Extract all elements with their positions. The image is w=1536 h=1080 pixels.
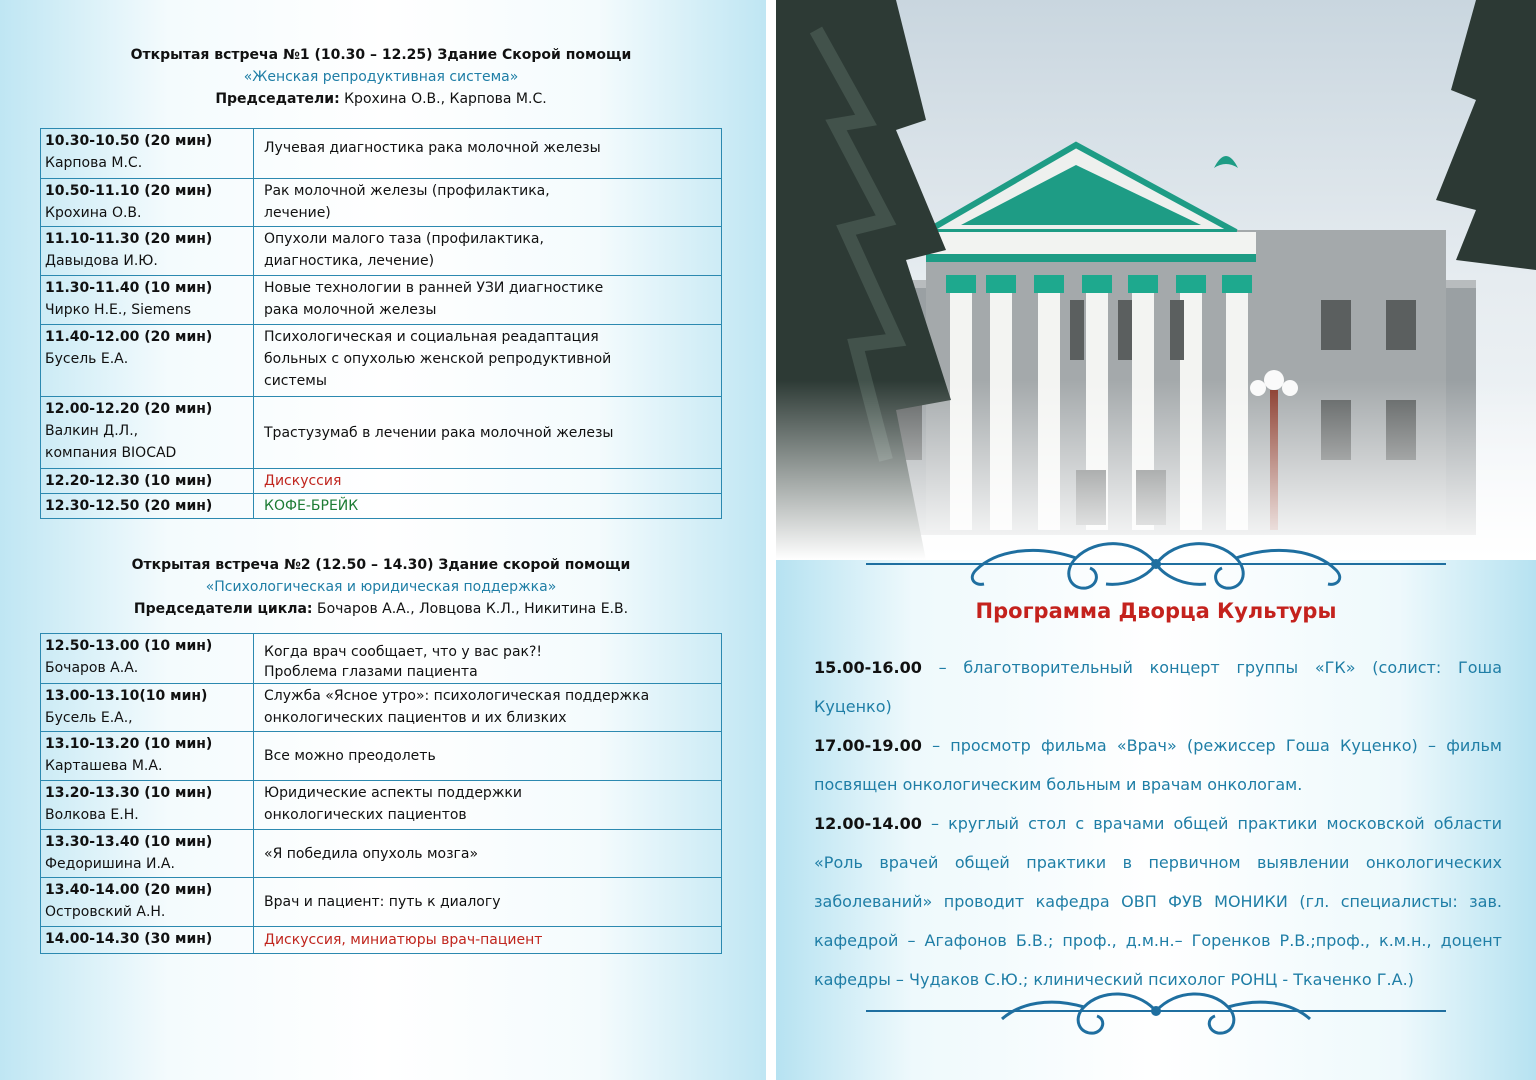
row-time: 10.50-11.10 (20 мин) — [45, 183, 213, 199]
program-item — [814, 648, 1502, 726]
program-item-text: – круглый стол с врачами общей практики московской области «Роль врачей общей практики в первичном выявлении онкологических заболеваний» проводит кафедра ОВП ФУВ МОНИКИ (гл. специалисты: зав. кафедрой – Агафонов Б.В.; проф., д.м.н.– Горенков Р.В.;проф., к.м.н., доцент кафедры – Чудаков С.Ю.; клинический психолог РОНЦ - Ткаченко Г.А.) — [814, 814, 1502, 989]
session1-chairs — [40, 88, 722, 110]
session2-table — [40, 633, 722, 954]
table-row — [41, 129, 722, 179]
row-speaker: Бусель Е.А. — [45, 351, 129, 367]
session2-chairs-names: Бочаров А.А., Ловцова К.Л., Никитина Е.В. — [312, 601, 629, 617]
row-speaker: Карпова М.С. — [45, 155, 143, 171]
row-speaker: Валкин Д.Л., компания BIOCAD — [45, 423, 177, 461]
table-row — [41, 276, 722, 325]
row-time: 10.30-10.50 (20 мин) — [45, 133, 213, 149]
row-time: 13.20-13.30 (10 мин) — [45, 785, 213, 801]
left-page — [0, 0, 766, 1080]
palace-program-text — [814, 648, 1502, 999]
table-row — [41, 684, 722, 732]
session1-header — [40, 44, 722, 110]
table-row — [41, 397, 722, 469]
table-row — [41, 179, 722, 227]
palace-building-illustration — [776, 0, 1536, 560]
row-time: 14.00-14.30 (30 мин) — [45, 931, 213, 947]
program-item-time: 12.00-14.00 — [814, 814, 922, 833]
program-item-text: – благотворительный концерт группы «ГК» (солист: Гоша Куценко) — [814, 658, 1502, 716]
row-time: 13.40-14.00 (20 мин) — [45, 882, 213, 898]
row-speaker: Островский А.Н. — [45, 904, 166, 920]
table-row — [41, 878, 722, 927]
right-page — [776, 0, 1536, 1080]
table-row — [41, 927, 722, 954]
table-row — [41, 781, 722, 830]
table-row — [41, 732, 722, 781]
program-item-time: 17.00-19.00 — [814, 736, 922, 755]
row-topic: Лучевая диагностика рака молочной железы — [254, 129, 722, 179]
row-time: 12.30-12.50 (20 мин) — [45, 498, 213, 514]
session2-header — [40, 554, 722, 620]
session2-chairs — [40, 598, 722, 620]
row-topic: «Я победила опухоль мозга» — [254, 830, 722, 878]
row-speaker: Крохина О.В. — [45, 205, 142, 221]
row-speaker: Бусель Е.А., — [45, 710, 133, 726]
row-speaker: Чирко Н.Е., Siemens — [45, 302, 192, 318]
session1-chairs-label: Председатели: — [215, 91, 340, 107]
table-row — [41, 469, 722, 494]
row-topic: Служба «Ясное утро»: психологическая поддержка онкологических пациентов и их близких — [254, 684, 722, 732]
session1-table — [40, 128, 722, 519]
row-speaker: Федоришина И.А. — [45, 856, 175, 872]
session2-theme: «Психологическая и юридическая поддержка» — [205, 579, 557, 595]
page-gutter — [766, 0, 776, 1080]
row-topic: Опухоли малого таза (профилактика, диагностика, лечение) — [254, 227, 722, 276]
session2-title: Открытая встреча №2 (12.50 – 14.30) Здание скорой помощи — [131, 557, 631, 573]
session1-theme: «Женская репродуктивная система» — [243, 69, 519, 85]
program-item-text: – просмотр фильма «Врач» (режиссер Гоша Куценко) – фильм посвящен онкологическим больным и врачам онкологам. — [814, 736, 1502, 794]
row-topic: Психологическая и социальная реадаптация больных с опухолью женской репродуктивной системы — [254, 325, 722, 397]
row-time: 12.20-12.30 (10 мин) — [45, 473, 213, 489]
row-topic: Трастузумаб в лечении рака молочной железы — [254, 397, 722, 469]
row-topic: Новые технологии в ранней УЗИ диагностике рака молочной железы — [254, 276, 722, 325]
row-topic: Когда врач сообщает, что у вас рак?! Проблема глазами пациента — [254, 634, 722, 684]
program-item-time: 15.00-16.00 — [814, 658, 922, 677]
table-row — [41, 227, 722, 276]
program-item — [814, 804, 1502, 999]
row-time: 13.30-13.40 (10 мин) — [45, 834, 213, 850]
palace-program-title: Программа Дворца Культуры — [975, 599, 1337, 623]
row-time: 12.00-12.20 (20 мин) — [45, 401, 213, 417]
palace-photo — [776, 0, 1536, 560]
row-topic: КОФЕ-БРЕЙК — [254, 494, 722, 519]
row-time: 13.00-13.10(10 мин) — [45, 688, 208, 704]
row-time: 11.30-11.40 (10 мин) — [45, 280, 213, 296]
program-item — [814, 726, 1502, 804]
session2-chairs-label: Председатели цикла: — [133, 601, 313, 617]
row-time: 13.10-13.20 (10 мин) — [45, 736, 213, 752]
session1-chairs-names: Крохина О.В., Карпова М.С. — [339, 91, 547, 107]
ornament-divider-bottom — [866, 985, 1446, 1041]
ornament-divider-top — [866, 532, 1446, 604]
row-speaker: Карташева М.А. — [45, 758, 163, 774]
row-topic: Врач и пациент: путь к диалогу — [254, 878, 722, 927]
row-topic: Все можно преодолеть — [254, 732, 722, 781]
session1-title: Открытая встреча №1 (10.30 – 12.25) Здание Скорой помощи — [130, 47, 632, 63]
row-speaker: Бочаров А.А. — [45, 660, 139, 676]
table-row — [41, 634, 722, 684]
row-time: 11.40-12.00 (20 мин) — [45, 329, 213, 345]
row-topic: Рак молочной железы (профилактика, лечение) — [254, 179, 722, 227]
table-row — [41, 830, 722, 878]
table-row — [41, 494, 722, 519]
row-time: 12.50-13.00 (10 мин) — [45, 638, 213, 654]
row-topic: Дискуссия — [254, 469, 722, 494]
row-speaker: Волкова Е.Н. — [45, 807, 139, 823]
row-speaker: Давыдова И.Ю. — [45, 253, 158, 269]
table-row — [41, 325, 722, 397]
row-time: 11.10-11.30 (20 мин) — [45, 231, 213, 247]
row-topic: Дискуссия, миниатюры врач-пациент — [254, 927, 722, 954]
row-topic: Юридические аспекты поддержки онкологических пациентов — [254, 781, 722, 830]
